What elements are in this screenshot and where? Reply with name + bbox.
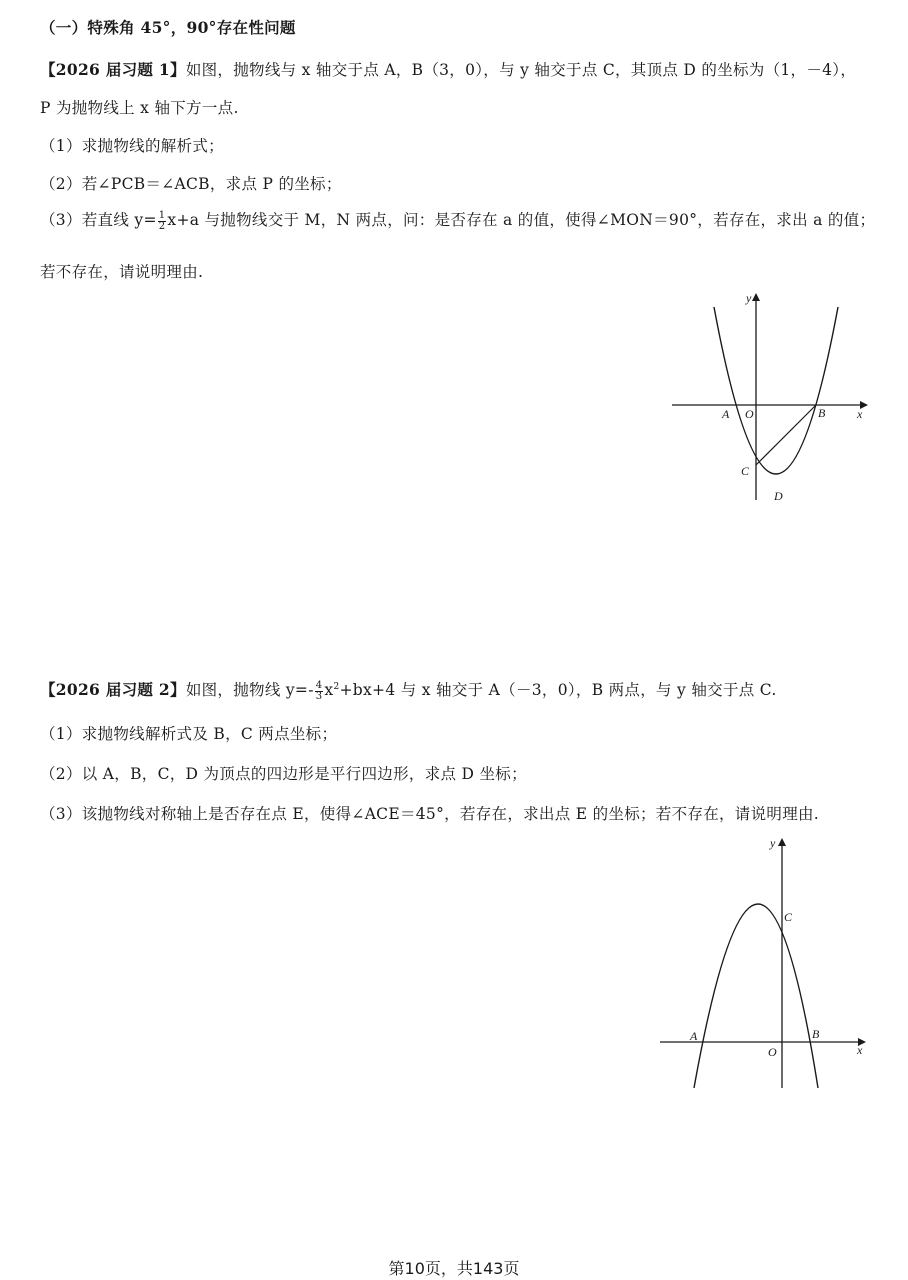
section-title: （一）特殊角 45°，90°存在性问题 — [40, 18, 296, 37]
problem-2-statement — [40, 678, 777, 702]
y-axis-arrow-icon — [778, 838, 786, 846]
problem-1-tag: 【2026 届习题 1】 — [40, 60, 186, 79]
problem-1-q3-rest: x+a 与抛物线交于 M，N 两点，问：是否存在 a 的值，使得∠MON＝90°，若存在，求出 a 的值； — [167, 211, 876, 229]
problem-1-figure — [660, 285, 880, 515]
page-footer: 第10页，共143页 — [388, 1259, 520, 1278]
label-o: O — [768, 1045, 777, 1059]
problem-2-x: x — [324, 681, 334, 699]
problem-2-question-3: （3）该抛物线对称轴上是否存在点 E，使得∠ACE＝45°，若存在，求出点 E 的坐标；若不存在，请说明理由. — [40, 805, 820, 823]
label-a: A — [722, 407, 730, 421]
parabola-curve — [694, 904, 818, 1088]
problem-2-exponent: 2 — [333, 681, 340, 692]
y-axis-arrow-icon — [752, 293, 760, 301]
fraction-numerator: 1 — [158, 209, 166, 221]
problem-2-line1-start: 如图，抛物线 y=- — [185, 681, 314, 699]
problem-2-line1-rest: +bx+4 与 x 轴交于 A（－3，0），B 两点，与 y 轴交于点 C. — [339, 681, 777, 699]
problem-2-question-1: （1）求抛物线解析式及 B，C 两点坐标； — [40, 725, 338, 743]
label-b: B — [818, 406, 826, 420]
label-x: x — [857, 1043, 863, 1057]
label-b: B — [812, 1027, 820, 1041]
label-x: x — [857, 407, 863, 421]
label-d: D — [774, 489, 783, 503]
segment-cb — [756, 405, 816, 465]
fraction-one-half — [158, 211, 167, 232]
problem-1-q3-start: （3）若直线 y= — [40, 211, 157, 229]
fraction-denominator: 2 — [158, 220, 166, 232]
problem-1-question-3 — [40, 208, 875, 232]
fraction-numerator: 4 — [315, 679, 323, 691]
parabola-curve — [714, 307, 838, 474]
label-y: y — [770, 836, 776, 850]
problem-1-question-2: （2）若∠PCB＝∠ACB，求点 P 的坐标； — [40, 175, 342, 193]
fraction-denominator: 3 — [315, 690, 323, 702]
label-o: O — [745, 407, 754, 421]
problem-2-question-2: （2）以 A，B，C，D 为顶点的四边形是平行四边形，求点 D 坐标； — [40, 765, 527, 783]
label-y: y — [746, 291, 752, 305]
label-c: C — [784, 910, 793, 924]
label-a: A — [690, 1029, 698, 1043]
problem-1-statement — [40, 58, 856, 80]
problem-2-tag: 【2026 届习题 2】 — [40, 680, 186, 699]
problem-1-question-1: （1）求抛物线的解析式； — [40, 137, 224, 155]
problem-1-line2: P 为抛物线上 x 轴下方一点. — [40, 99, 239, 117]
problem-1-q3-end: 若不存在，请说明理由. — [40, 263, 204, 281]
label-c: C — [741, 464, 750, 478]
fraction-four-thirds — [315, 681, 324, 702]
problem-2-figure — [650, 830, 880, 1100]
problem-1-line1: 如图，抛物线与 x 轴交于点 A，B（3，0），与 y 轴交于点 C，其顶点 D 的坐标为（1，－4）， — [185, 61, 857, 79]
